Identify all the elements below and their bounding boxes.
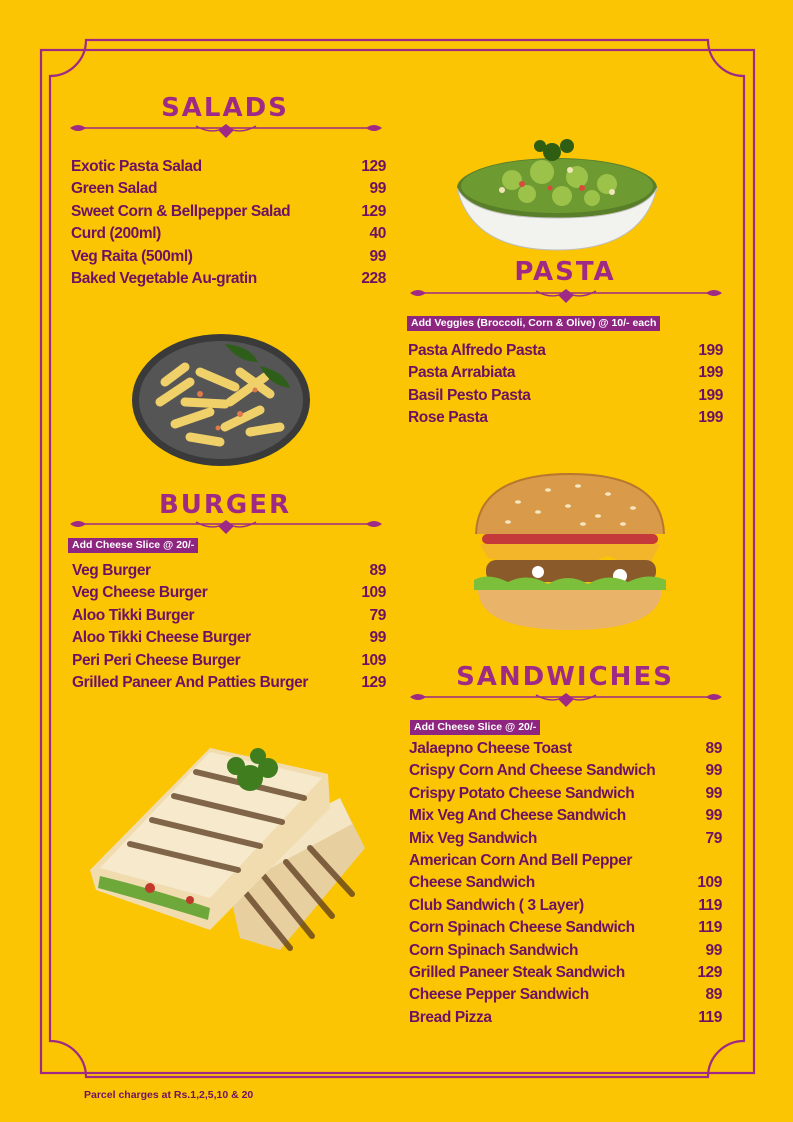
item-price: 199 — [698, 409, 723, 427]
item-name: Cheese Sandwich — [409, 874, 535, 892]
list-item — [71, 268, 386, 290]
item-price: 129 — [361, 202, 386, 220]
item-name: Rose Pasta — [408, 409, 488, 427]
item-price: 89 — [705, 986, 722, 1004]
item-price: 129 — [697, 963, 722, 981]
pasta-plate-image — [130, 332, 312, 468]
item-name: Veg Raita (500ml) — [71, 247, 193, 265]
list-item — [409, 917, 722, 939]
list-item — [72, 560, 386, 582]
grilled-sandwich-image — [90, 738, 370, 958]
salads-ornament-divider — [70, 120, 382, 138]
item-price: 119 — [698, 896, 722, 914]
list-item — [71, 223, 386, 245]
sandwiches-title: SANDWICHES — [456, 662, 674, 692]
list-item — [71, 246, 386, 268]
item-name: American Corn And Bell Pepper — [409, 851, 632, 869]
item-price: 99 — [369, 247, 386, 265]
item-name: Jalaepno Cheese Toast — [409, 740, 572, 757]
list-item — [409, 760, 722, 782]
item-name: Sweet Corn & Bellpepper Salad — [71, 202, 291, 220]
pasta-menu-list — [408, 340, 723, 430]
item-price: 40 — [369, 225, 386, 243]
list-item — [72, 650, 386, 672]
list-item — [409, 1007, 722, 1029]
sandwiches-menu-list — [409, 738, 722, 1029]
sandwiches-ornament-divider — [410, 689, 722, 707]
item-name: Aloo Tikki Cheese Burger — [72, 629, 251, 647]
item-price: 119 — [698, 919, 722, 937]
item-price: 89 — [369, 562, 386, 579]
list-item — [408, 362, 723, 384]
item-name: Cheese Pepper Sandwich — [409, 986, 589, 1004]
list-item — [408, 385, 723, 407]
list-item — [409, 783, 722, 805]
item-price: 89 — [705, 740, 722, 757]
list-item — [409, 850, 722, 872]
list-item — [408, 407, 723, 429]
item-name: Bread Pizza — [409, 1008, 492, 1026]
burger-ornament-divider — [70, 516, 382, 534]
item-price: 99 — [705, 807, 722, 825]
list-item — [408, 340, 723, 362]
item-price — [692, 850, 722, 872]
list-item — [72, 582, 386, 604]
list-item — [409, 828, 722, 850]
item-name: Grilled Paneer And Patties Burger — [72, 673, 309, 691]
list-item — [409, 940, 722, 962]
item-price: 129 — [361, 673, 386, 691]
salads-menu-list — [71, 156, 386, 290]
list-item — [409, 872, 722, 894]
item-name: Mix Veg And Cheese Sandwich — [409, 807, 626, 825]
list-item — [71, 201, 386, 223]
item-name: Green Salad — [71, 180, 158, 198]
item-price: 129 — [361, 158, 386, 175]
pasta-addon-note: Add Veggies (Broccoli, Corn & Olive) @ 10/- each — [407, 316, 660, 331]
list-item — [72, 605, 386, 627]
item-name: Basil Pesto Pasta — [408, 386, 531, 404]
item-name: Exotic Pasta Salad — [71, 158, 202, 175]
item-price: 79 — [369, 606, 386, 624]
pasta-ornament-divider — [410, 285, 722, 303]
parcel-charges-note: Parcel charges at Rs.1,2,5,10 & 20 — [84, 1089, 254, 1101]
item-price: 119 — [698, 1008, 722, 1026]
salad-bowl-image — [452, 122, 662, 252]
burger-image — [468, 472, 672, 632]
list-item — [409, 984, 722, 1006]
burger-title: BURGER — [158, 490, 292, 520]
list-item — [409, 895, 722, 917]
item-name: Corn Spinach Cheese Sandwich — [409, 919, 635, 937]
list-item — [409, 962, 722, 984]
item-name: Crispy Potato Cheese Sandwich — [409, 784, 635, 802]
list-item — [409, 805, 722, 827]
item-price: 99 — [705, 941, 722, 959]
item-price: 109 — [361, 651, 386, 669]
item-price: 199 — [698, 364, 723, 382]
item-name: Peri Peri Cheese Burger — [72, 651, 241, 669]
item-price: 99 — [369, 180, 386, 198]
item-name: Grilled Paneer Steak Sandwich — [409, 963, 625, 981]
burger-addon-note: Add Cheese Slice @ 20/- — [68, 538, 198, 553]
list-item — [72, 672, 386, 694]
item-price: 99 — [705, 762, 722, 780]
item-name: Pasta Alfredo Pasta — [408, 342, 546, 359]
list-item — [71, 178, 386, 200]
list-item — [71, 156, 386, 178]
item-name: Club Sandwich ( 3 Layer) — [409, 896, 584, 914]
item-price: 79 — [705, 829, 722, 847]
item-price: 109 — [361, 584, 386, 602]
item-name: Veg Cheese Burger — [72, 584, 208, 602]
item-price: 99 — [705, 784, 722, 802]
pasta-title: PASTA — [514, 257, 616, 287]
item-name: Baked Vegetable Au-gratin — [71, 269, 257, 287]
item-name: Corn Spinach Sandwich — [409, 941, 579, 959]
item-price: 109 — [697, 874, 722, 892]
item-price: 199 — [698, 386, 723, 404]
item-name: Pasta Arrabiata — [408, 364, 516, 382]
sandwiches-addon-note: Add Cheese Slice @ 20/- — [410, 720, 540, 735]
list-item — [72, 627, 386, 649]
salads-title: SALADS — [161, 93, 289, 123]
item-price: 99 — [369, 629, 386, 647]
list-item — [409, 738, 722, 760]
item-name: Crispy Corn And Cheese Sandwich — [409, 762, 656, 780]
item-name: Aloo Tikki Burger — [72, 606, 195, 624]
item-name: Curd (200ml) — [71, 225, 161, 243]
item-name: Mix Veg Sandwich — [409, 829, 537, 847]
item-name: Veg Burger — [72, 562, 151, 579]
item-price: 228 — [361, 269, 386, 287]
burger-menu-list — [72, 560, 386, 694]
item-price: 199 — [698, 342, 723, 359]
